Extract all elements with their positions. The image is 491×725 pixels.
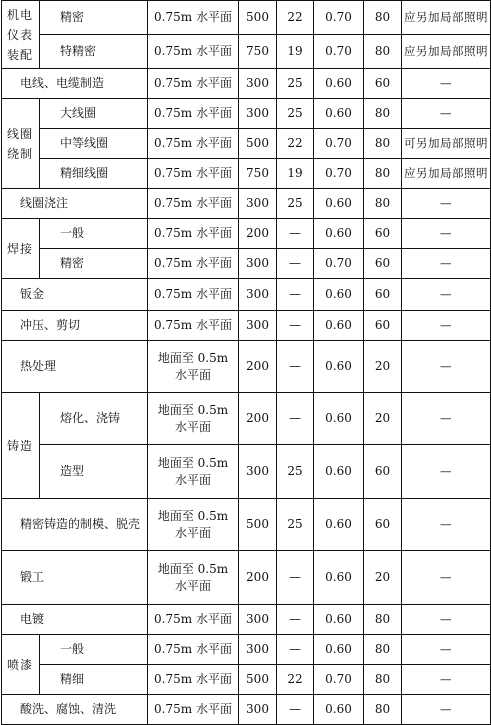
illuminance-value: 300 [239, 695, 277, 725]
table-row [2, 159, 491, 189]
item-name: 精细线圈 [40, 159, 148, 189]
table-row [2, 129, 491, 159]
item-name: 电镀 [2, 605, 148, 635]
item-name: 锻工 [2, 551, 148, 605]
reference-plane: 0.75m 水平面 [148, 69, 239, 99]
illuminance-value: 300 [239, 249, 277, 279]
ugr-value: — [277, 551, 314, 605]
item-name: 熔化、浇铸 [40, 393, 148, 445]
ra-value: 80 [364, 189, 402, 219]
illuminance-value: 300 [239, 445, 277, 499]
ugr-value: — [277, 393, 314, 445]
illuminance-value: 200 [239, 341, 277, 393]
item-name: 精细 [40, 665, 148, 695]
illuminance-value: 500 [239, 499, 277, 551]
reference-plane: 0.75m 水平面 [148, 35, 239, 69]
ra-value: 80 [364, 635, 402, 665]
note-cell: — [402, 635, 491, 665]
table-row [2, 605, 491, 635]
reference-plane: 地面至 0.5m 水平面 [148, 551, 239, 605]
ra-value: 80 [364, 35, 402, 69]
group-cell: 焊接 [2, 219, 40, 279]
table-row [2, 219, 491, 249]
group-cell: 铸造 [2, 393, 40, 499]
reference-plane: 地面至 0.5m 水平面 [148, 499, 239, 551]
reference-plane: 0.75m 水平面 [148, 129, 239, 159]
note-cell: — [402, 69, 491, 99]
illuminance-value: 300 [239, 635, 277, 665]
table-row [2, 695, 491, 725]
note-cell: — [402, 695, 491, 725]
note-cell: 应另加局部照明 [402, 35, 491, 69]
illuminance-value: 200 [239, 393, 277, 445]
table-row [2, 189, 491, 219]
table-row [2, 279, 491, 311]
illuminance-value: 200 [239, 219, 277, 249]
ra-value: 20 [364, 393, 402, 445]
uniformity-value: 0.70 [314, 129, 364, 159]
table-row [2, 341, 491, 393]
item-name: 钣金 [2, 279, 148, 311]
uniformity-value: 0.60 [314, 189, 364, 219]
item-name: 冲压、剪切 [2, 311, 148, 341]
ra-value: 80 [364, 605, 402, 635]
note-cell: 可另加局部照明 [402, 129, 491, 159]
reference-plane: 0.75m 水平面 [148, 665, 239, 695]
note-cell: — [402, 665, 491, 695]
reference-plane: 0.75m 水平面 [148, 605, 239, 635]
uniformity-value: 0.60 [314, 605, 364, 635]
item-name: 精密 [40, 1, 148, 35]
uniformity-value: 0.70 [314, 159, 364, 189]
ugr-value: 25 [277, 69, 314, 99]
table-row [2, 499, 491, 551]
illuminance-value: 750 [239, 35, 277, 69]
uniformity-value: 0.60 [314, 499, 364, 551]
ra-value: 60 [364, 499, 402, 551]
item-name: 精密 [40, 249, 148, 279]
ugr-value: — [277, 605, 314, 635]
table-row [2, 1, 491, 35]
uniformity-value: 0.60 [314, 311, 364, 341]
uniformity-value: 0.60 [314, 635, 364, 665]
item-name: 酸洗、腐蚀、清洗 [2, 695, 148, 725]
illuminance-value: 500 [239, 665, 277, 695]
ra-value: 60 [364, 311, 402, 341]
reference-plane: 0.75m 水平面 [148, 635, 239, 665]
ra-value: 20 [364, 551, 402, 605]
item-name: 精密铸造的制模、脱壳 [2, 499, 148, 551]
reference-plane: 0.75m 水平面 [148, 219, 239, 249]
table-row [2, 69, 491, 99]
item-name: 特精密 [40, 35, 148, 69]
ra-value: 80 [364, 1, 402, 35]
reference-plane: 0.75m 水平面 [148, 1, 239, 35]
table-row [2, 311, 491, 341]
illuminance-value: 750 [239, 159, 277, 189]
ra-value: 60 [364, 445, 402, 499]
note-cell: — [402, 551, 491, 605]
table-row [2, 35, 491, 69]
ra-value: 60 [364, 219, 402, 249]
ugr-value: 25 [277, 189, 314, 219]
uniformity-value: 0.60 [314, 695, 364, 725]
ugr-value: — [277, 341, 314, 393]
table-row [2, 665, 491, 695]
ra-value: 80 [364, 695, 402, 725]
ra-value: 80 [364, 665, 402, 695]
reference-plane: 0.75m 水平面 [148, 99, 239, 129]
note-cell: — [402, 249, 491, 279]
illuminance-value: 200 [239, 551, 277, 605]
ugr-value: 22 [277, 1, 314, 35]
ugr-value: 25 [277, 499, 314, 551]
uniformity-value: 0.60 [314, 341, 364, 393]
uniformity-value: 0.60 [314, 219, 364, 249]
uniformity-value: 0.70 [314, 665, 364, 695]
uniformity-value: 0.60 [314, 69, 364, 99]
note-cell: — [402, 341, 491, 393]
note-cell: — [402, 311, 491, 341]
uniformity-value: 0.60 [314, 279, 364, 311]
uniformity-value: 0.60 [314, 393, 364, 445]
note-cell: — [402, 189, 491, 219]
ugr-value: — [277, 279, 314, 311]
item-name: 大线圈 [40, 99, 148, 129]
ugr-value: 22 [277, 129, 314, 159]
table-row [2, 635, 491, 665]
note-cell: — [402, 219, 491, 249]
illuminance-value: 300 [239, 99, 277, 129]
reference-plane: 地面至 0.5m 水平面 [148, 341, 239, 393]
ugr-value: 19 [277, 159, 314, 189]
note-cell: 应另加局部照明 [402, 1, 491, 35]
ra-value: 60 [364, 69, 402, 99]
note-cell: — [402, 99, 491, 129]
ra-value: 80 [364, 159, 402, 189]
note-cell: — [402, 499, 491, 551]
ra-value: 60 [364, 249, 402, 279]
ra-value: 80 [364, 99, 402, 129]
uniformity-value: 0.70 [314, 35, 364, 69]
table-row [2, 393, 491, 445]
group-cell: 喷漆 [2, 635, 40, 695]
item-name: 中等线圈 [40, 129, 148, 159]
illuminance-value: 300 [239, 311, 277, 341]
note-cell: — [402, 445, 491, 499]
table-row [2, 551, 491, 605]
uniformity-value: 0.60 [314, 99, 364, 129]
uniformity-value: 0.70 [314, 1, 364, 35]
ra-value: 80 [364, 129, 402, 159]
note-cell: — [402, 393, 491, 445]
reference-plane: 0.75m 水平面 [148, 249, 239, 279]
illuminance-value: 500 [239, 1, 277, 35]
ugr-value: — [277, 635, 314, 665]
item-name: 电线、电缆制造 [2, 69, 148, 99]
reference-plane: 0.75m 水平面 [148, 695, 239, 725]
illuminance-value: 300 [239, 189, 277, 219]
item-name: 热处理 [2, 341, 148, 393]
illuminance-value: 300 [239, 279, 277, 311]
illuminance-value: 300 [239, 605, 277, 635]
reference-plane: 0.75m 水平面 [148, 189, 239, 219]
reference-plane: 地面至 0.5m 水平面 [148, 445, 239, 499]
item-name: 造型 [40, 445, 148, 499]
ra-value: 60 [364, 279, 402, 311]
table-row [2, 445, 491, 499]
note-cell: — [402, 605, 491, 635]
ugr-value: 25 [277, 99, 314, 129]
ugr-value: — [277, 249, 314, 279]
item-name: 线圈浇注 [2, 189, 148, 219]
group-cell: 机电仪表装配 [2, 1, 40, 69]
ra-value: 20 [364, 341, 402, 393]
ugr-value: 22 [277, 665, 314, 695]
ugr-value: 19 [277, 35, 314, 69]
reference-plane: 0.75m 水平面 [148, 311, 239, 341]
item-name: 一般 [40, 635, 148, 665]
ugr-value: — [277, 219, 314, 249]
uniformity-value: 0.60 [314, 551, 364, 605]
ugr-value: — [277, 311, 314, 341]
ugr-value: 25 [277, 445, 314, 499]
note-cell: — [402, 279, 491, 311]
item-name: 一般 [40, 219, 148, 249]
table-row [2, 249, 491, 279]
illuminance-value: 300 [239, 69, 277, 99]
note-cell: 应另加局部照明 [402, 159, 491, 189]
uniformity-value: 0.70 [314, 249, 364, 279]
lighting-standard-table [1, 0, 491, 725]
uniformity-value: 0.60 [314, 445, 364, 499]
ugr-value: — [277, 695, 314, 725]
illuminance-value: 500 [239, 129, 277, 159]
group-cell: 线圈绕制 [2, 99, 40, 189]
reference-plane: 0.75m 水平面 [148, 159, 239, 189]
reference-plane: 0.75m 水平面 [148, 279, 239, 311]
reference-plane: 地面至 0.5m 水平面 [148, 393, 239, 445]
table-row [2, 99, 491, 129]
